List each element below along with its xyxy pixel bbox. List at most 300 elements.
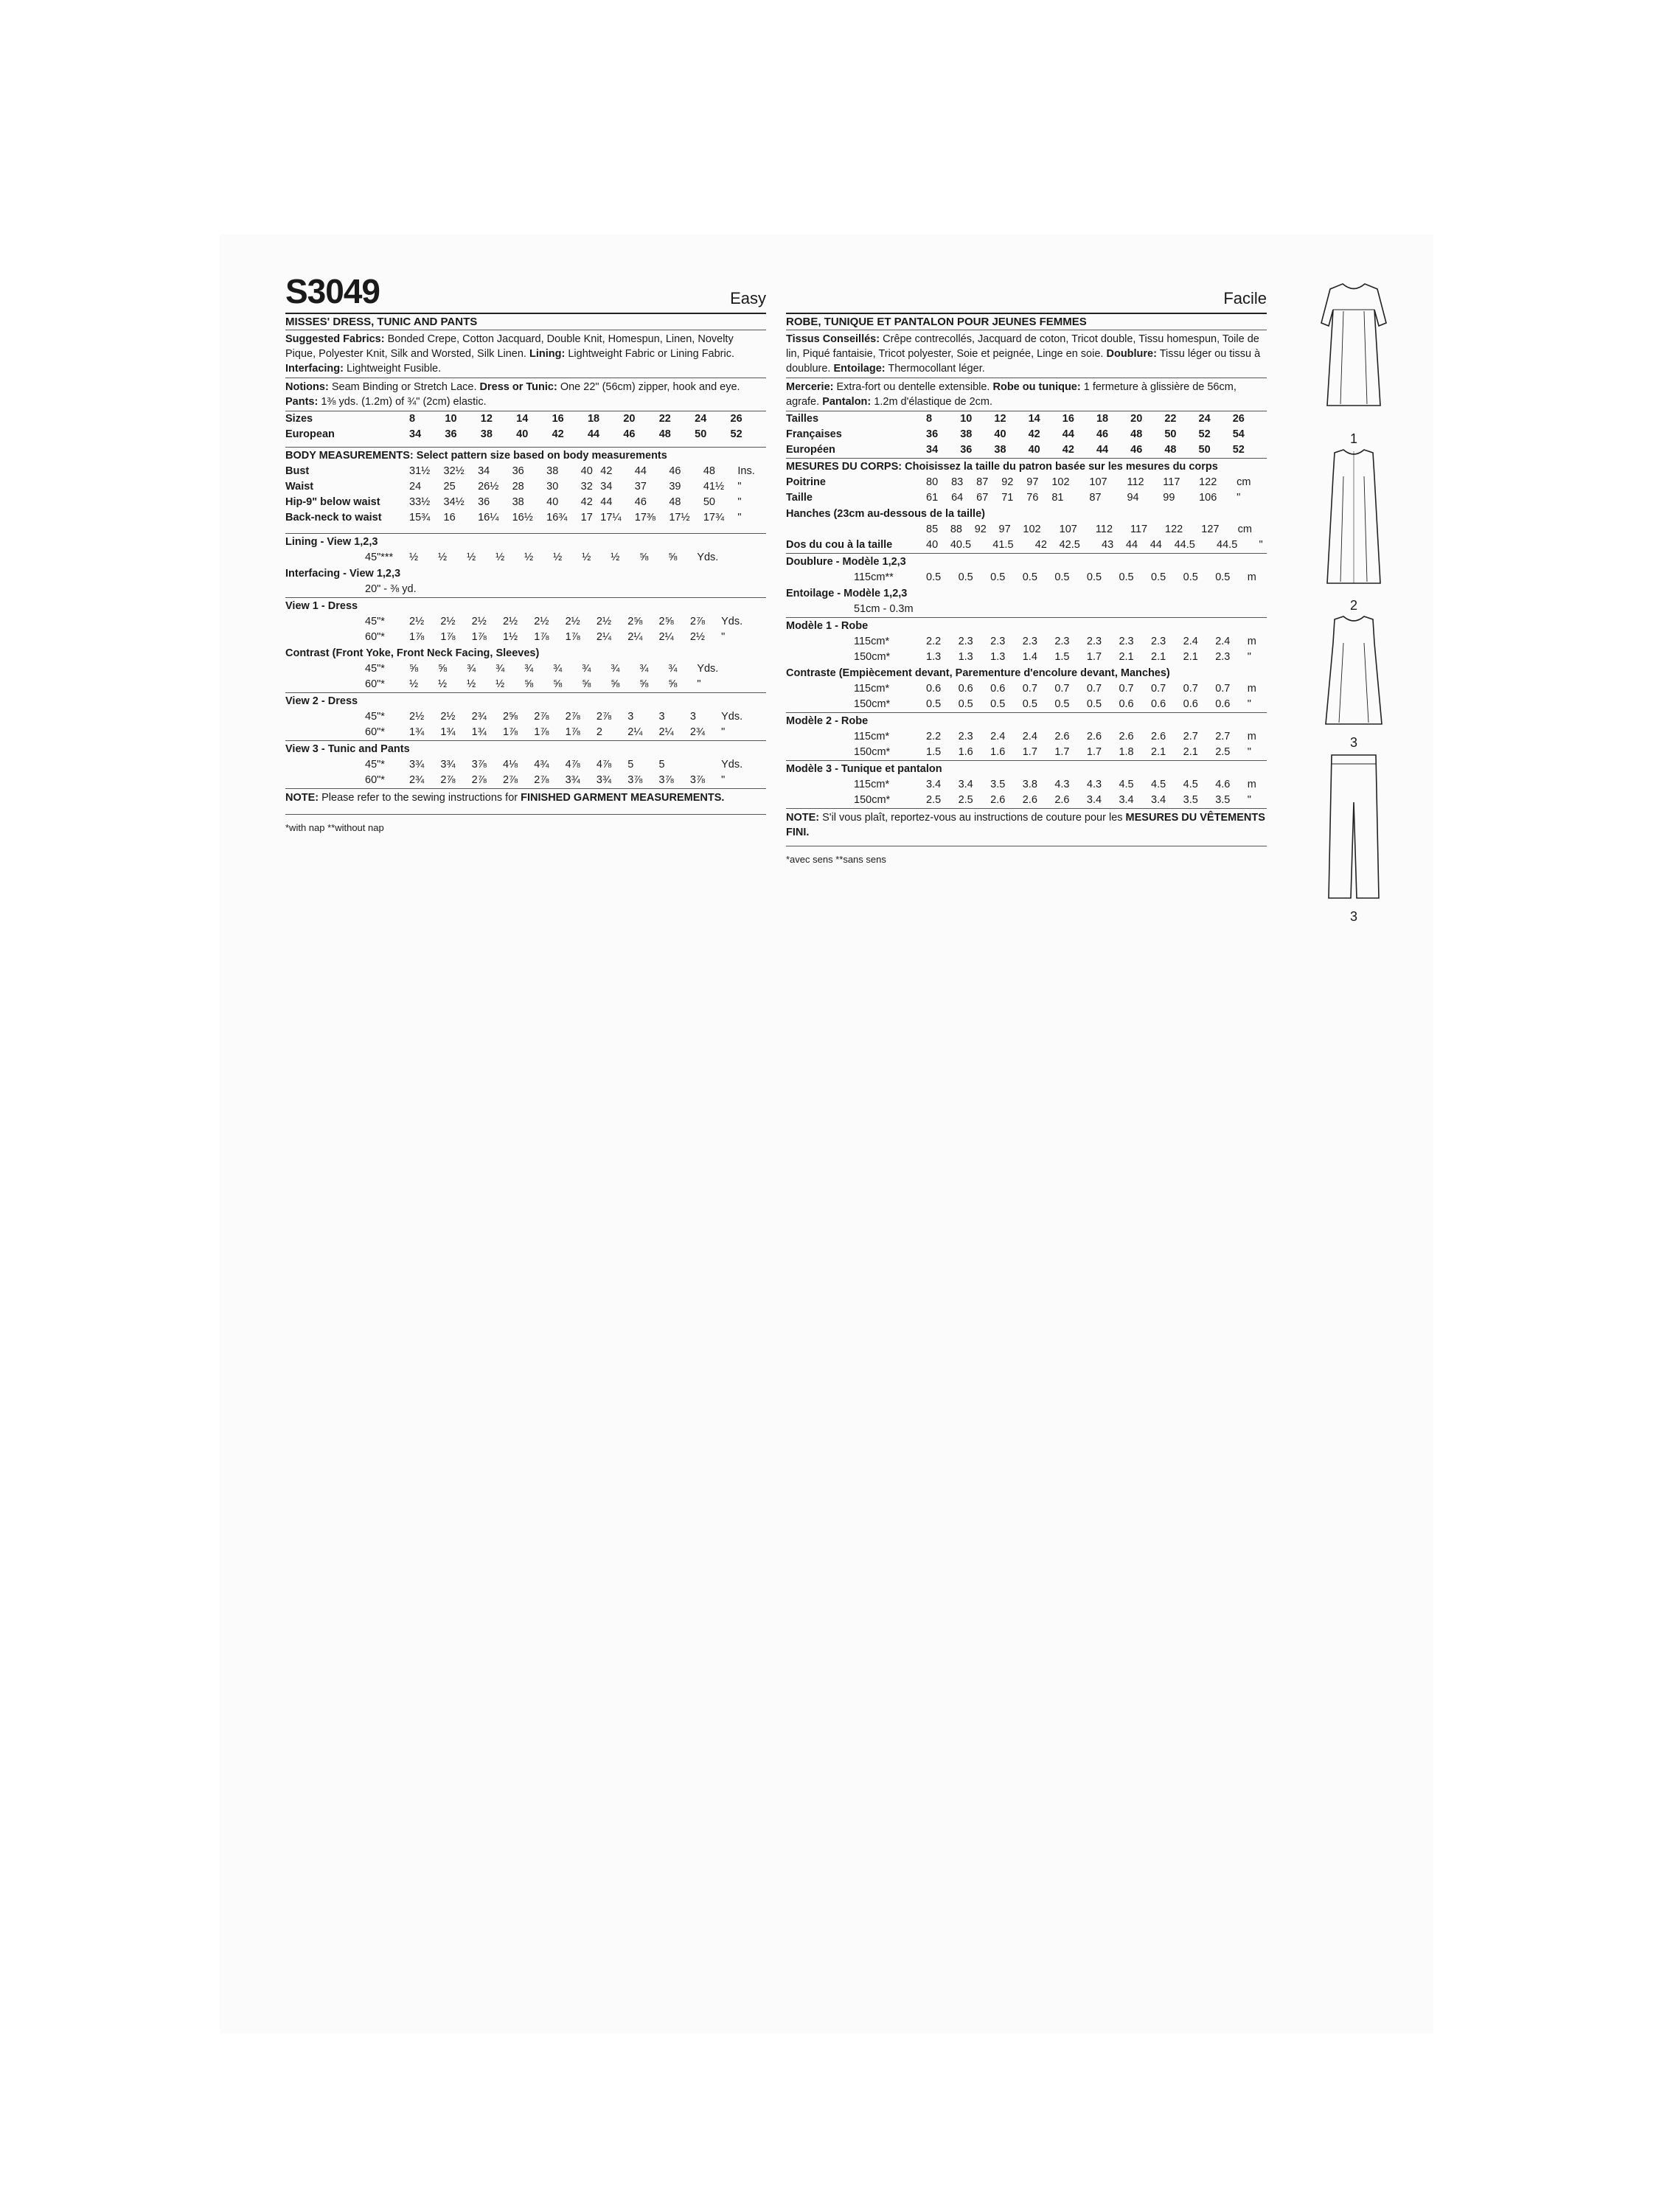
- cell-value: 15¾: [409, 512, 431, 524]
- yardage-row: [786, 777, 1267, 793]
- cell-value: 44: [600, 496, 613, 508]
- cell-value: 44: [634, 465, 647, 477]
- cell-value: 48: [669, 496, 681, 508]
- body-measurement-row: [786, 490, 1267, 506]
- hips-heading-fr: Hanches (23cm au-dessous de la taille): [786, 508, 985, 520]
- lining-heading: Lining - View 1,2,3: [285, 536, 378, 548]
- cell-value: 2.3: [958, 731, 973, 742]
- cell-value: 64: [951, 492, 964, 504]
- cell-value: ⅝: [524, 678, 534, 690]
- body-measurement-row: [285, 464, 766, 479]
- view3-heading: View 3 - Tunic and Pants: [285, 743, 410, 755]
- cell-value: 2.2: [926, 731, 942, 742]
- cell-value: 5: [658, 759, 665, 771]
- cell-value: ½: [467, 678, 476, 690]
- cell-unit: Yds.: [697, 663, 719, 675]
- yardage-row: [786, 729, 1267, 745]
- cell-value: 2.6: [1119, 731, 1134, 742]
- row-label: 150cm*: [854, 746, 891, 758]
- cell-value: 17⅜: [634, 512, 656, 524]
- view2-dress-sketch: [1310, 447, 1398, 594]
- cell-value: 127: [1201, 524, 1220, 535]
- yardage-row: [285, 614, 766, 630]
- cell-value: ½: [582, 552, 591, 563]
- row-label: 150cm*: [854, 698, 891, 710]
- view1-number: 1: [1349, 431, 1357, 446]
- cell-value: ½: [438, 678, 448, 690]
- cell-value: 2.1: [1183, 651, 1198, 663]
- cell-value: 18: [1096, 413, 1109, 425]
- cell-value: 76: [1026, 492, 1039, 504]
- row-label: 150cm*: [854, 651, 891, 663]
- cell-value: 87: [1089, 492, 1102, 504]
- cell-unit: ": [721, 631, 726, 643]
- cell-value: 42: [1034, 539, 1047, 551]
- cell-value: 2⅝: [627, 616, 643, 627]
- cell-value: 10: [960, 413, 973, 425]
- cell-value: 0.6: [958, 683, 973, 695]
- cell-value: 3.4: [958, 779, 973, 790]
- cell-unit: Ins.: [737, 465, 755, 477]
- cell-unit: m: [1247, 683, 1256, 695]
- cell-value: 2.6: [1054, 794, 1070, 806]
- cell-value: 24: [1198, 413, 1211, 425]
- cell-value: 1.4: [1022, 651, 1037, 663]
- cell-value: 3⅞: [689, 774, 705, 786]
- cell-value: 0.5: [1151, 571, 1166, 583]
- cell-value: ¾: [553, 663, 563, 675]
- cell-value: 0.7: [1022, 683, 1037, 695]
- cell-value: 2¼: [658, 726, 674, 738]
- nap-footnote: *with nap **without nap: [285, 822, 384, 833]
- cell-value: 34: [409, 428, 422, 440]
- cell-value: 16: [552, 413, 564, 425]
- cell-value: 41½: [703, 481, 725, 493]
- cell-value: 38: [546, 465, 559, 477]
- notions-info: Notions: Seam Binding or Stretch Lace. Dress or Tunic: One 22" (56cm) zipper, hook and eye. Pants: 1⅜ yds. (1.2m) of ¾" (2cm) elastic.: [285, 381, 740, 408]
- fabric-info: Suggested Fabrics: Bonded Crepe, Cotton Jacquard, Double Knit, Homespun, Linen, Novelty Pique, Polyester Knit, Silk and Worsted, Silk Linen. Lining: Lightweight Fabric or Lining Fabric. Interfacing: Lightweight Fusible.: [285, 333, 735, 375]
- body-measurements-table: [285, 464, 766, 526]
- cell-value: 24: [409, 481, 422, 493]
- cell-value: 2⅞: [565, 711, 580, 723]
- hips-row: [786, 522, 1267, 538]
- row-label: 45"***: [365, 552, 394, 563]
- row-label: Waist: [285, 481, 314, 493]
- cell-value: 1.5: [926, 746, 942, 758]
- row-label: Bust: [285, 465, 310, 477]
- yardage-row: [285, 677, 766, 692]
- cell-value: 34½: [443, 496, 465, 508]
- row-label: 45"*: [365, 616, 385, 627]
- cell-value: 4⅞: [596, 759, 612, 771]
- cell-value: 22: [658, 413, 671, 425]
- cell-value: 2½: [502, 616, 518, 627]
- cell-value: 46: [669, 465, 681, 477]
- cell-value: 3.4: [926, 779, 942, 790]
- cell-value: 1⅞: [565, 726, 580, 738]
- cell-unit: Yds.: [721, 711, 743, 723]
- cell-value: 44: [1125, 539, 1138, 551]
- cell-value: 2.7: [1183, 731, 1198, 742]
- cell-value: 2½: [596, 616, 612, 627]
- cell-value: 102: [1051, 476, 1070, 488]
- cell-value: 1.6: [958, 746, 973, 758]
- cell-value: 3.5: [1183, 794, 1198, 806]
- cell-value: 2¼: [658, 631, 674, 643]
- cell-unit: m: [1247, 731, 1256, 742]
- cell-value: 40: [926, 539, 939, 551]
- row-label: Européen: [786, 444, 835, 456]
- cell-value: 37: [634, 481, 647, 493]
- cell-value: ½: [524, 552, 534, 563]
- cell-value: 17¾: [703, 512, 725, 524]
- cell-value: 0.7: [1151, 683, 1166, 695]
- row-label: Sizes: [285, 413, 313, 425]
- french-column: [786, 274, 1267, 865]
- body-measurement-row: [786, 475, 1267, 490]
- cell-value: 42: [580, 496, 593, 508]
- row-label: 60"*: [365, 726, 385, 738]
- cell-value: 88: [950, 524, 962, 535]
- cell-value: 4.5: [1119, 779, 1134, 790]
- cell-value: 1.7: [1022, 746, 1037, 758]
- pattern-title-fr: ROBE, TUNIQUE ET PANTALON POUR JEUNES FEMMES: [786, 316, 1087, 328]
- cell-value: 44: [1096, 444, 1109, 456]
- cell-value: 50: [695, 428, 707, 440]
- cell-unit: ": [737, 512, 742, 524]
- cell-value: 106: [1199, 492, 1217, 504]
- cell-value: ¾: [668, 663, 678, 675]
- cell-value: 117: [1130, 524, 1148, 535]
- cell-value: 3.4: [1151, 794, 1166, 806]
- cell-value: 2½: [409, 711, 425, 723]
- cell-unit: ": [1247, 651, 1251, 663]
- cell-value: 25: [443, 481, 456, 493]
- finished-measurements-note: NOTE: Please refer to the sewing instructions for FINISHED GARMENT MEASUREMENTS.: [285, 792, 725, 804]
- cell-value: 99: [1163, 492, 1175, 504]
- row-label: 60"*: [365, 631, 385, 643]
- view3-heading-fr: Modèle 3 - Tunique et pantalon: [786, 763, 942, 775]
- cell-value: 31½: [409, 465, 431, 477]
- cell-value: ⅝: [553, 678, 563, 690]
- cell-value: 1.7: [1054, 746, 1070, 758]
- cell-value: 0.5: [1086, 698, 1102, 710]
- view3-pants-sketch: [1310, 751, 1398, 905]
- cell-value: 1⅞: [534, 726, 549, 738]
- cell-value: 2.4: [1022, 731, 1037, 742]
- yardage-row: [285, 550, 766, 566]
- row-label: 60"*: [365, 678, 385, 690]
- cell-value: 1.7: [1086, 651, 1102, 663]
- cell-value: 2.4: [990, 731, 1006, 742]
- view2-heading-fr: Modèle 2 - Robe: [786, 715, 869, 727]
- view1-heading-fr: Modèle 1 - Robe: [786, 620, 869, 632]
- cell-value: 1⅞: [409, 631, 425, 643]
- view3-yardage-table: [285, 757, 766, 788]
- cell-value: 0.5: [1022, 571, 1037, 583]
- european-sizes-row-fr: [786, 442, 1267, 458]
- cell-value: 34: [600, 481, 613, 493]
- cell-value: 0.5: [1183, 571, 1198, 583]
- cell-value: 2.6: [1086, 731, 1102, 742]
- yardage-row: [786, 793, 1267, 808]
- row-label: 45"*: [365, 663, 385, 675]
- cell-value: 0.5: [1215, 571, 1231, 583]
- cell-value: 40: [994, 428, 1006, 440]
- cell-value: 44: [587, 428, 600, 440]
- cell-value: 2½: [409, 616, 425, 627]
- cell-value: 122: [1165, 524, 1183, 535]
- cell-value: 2¼: [627, 726, 643, 738]
- cell-value: 1.3: [926, 651, 942, 663]
- cell-value: 80: [926, 476, 939, 488]
- cell-value: 8: [926, 413, 933, 425]
- cell-value: 17½: [669, 512, 690, 524]
- size-table-fr: [786, 411, 1267, 458]
- cell-value: 0.7: [1183, 683, 1198, 695]
- cell-value: 2.3: [1119, 636, 1134, 647]
- cell-value: 3⅞: [471, 759, 487, 771]
- cell-value: 2.7: [1215, 731, 1231, 742]
- cell-value: 46: [1130, 444, 1143, 456]
- cell-value: 94: [1127, 492, 1139, 504]
- cell-value: 122: [1199, 476, 1217, 488]
- cell-value: 48: [1130, 428, 1143, 440]
- cell-value: 48: [703, 465, 715, 477]
- cell-value: 36: [445, 428, 457, 440]
- cell-unit: cm: [1237, 476, 1251, 488]
- cell-value: 4.6: [1215, 779, 1231, 790]
- yardage-row: [786, 634, 1267, 650]
- cell-value: 36: [926, 428, 939, 440]
- cell-value: 42.5: [1059, 539, 1080, 551]
- cell-value: 41.5: [992, 539, 1014, 551]
- view3-yardage-table-fr: [786, 777, 1267, 808]
- cell-unit: ": [1247, 698, 1251, 710]
- back-neck-row: [786, 538, 1267, 553]
- contrast-yardage-table-fr: [786, 681, 1267, 712]
- contrast-heading: Contrast (Front Yoke, Front Neck Facing, Sleeves): [285, 647, 540, 659]
- cell-value: 17: [580, 512, 593, 524]
- cell-value: 2.1: [1151, 746, 1166, 758]
- cell-value: 3.4: [1086, 794, 1102, 806]
- cell-value: 83: [951, 476, 964, 488]
- cell-value: 2⅞: [534, 774, 549, 786]
- cell-value: 0.7: [1086, 683, 1102, 695]
- cell-value: ½: [438, 552, 448, 563]
- cell-value: 2⅞: [689, 616, 705, 627]
- cell-value: 2⅞: [471, 774, 487, 786]
- cell-value: 46: [623, 428, 636, 440]
- cell-value: 2.1: [1151, 651, 1166, 663]
- cell-value: 2.5: [1215, 746, 1231, 758]
- cell-value: 44.5: [1174, 539, 1195, 551]
- cell-value: 2.3: [990, 636, 1006, 647]
- cell-unit: m: [1247, 636, 1256, 647]
- view-sketches: [1310, 280, 1398, 925]
- cell-value: 0.6: [1215, 698, 1231, 710]
- cell-value: 26: [1232, 413, 1245, 425]
- row-label: Taille: [786, 492, 813, 504]
- cell-value: 14: [516, 413, 529, 425]
- view1-heading: View 1 - Dress: [285, 600, 358, 612]
- yardage-row: [786, 570, 1267, 585]
- yardage-row: [786, 745, 1267, 760]
- cell-value: 50: [1164, 428, 1177, 440]
- cell-value: 1¾: [471, 726, 487, 738]
- cell-value: 48: [658, 428, 671, 440]
- cell-value: ¾: [611, 663, 620, 675]
- cell-value: 0.5: [1119, 571, 1134, 583]
- cell-value: 1⅞: [502, 726, 518, 738]
- cell-value: 0.7: [1119, 683, 1134, 695]
- cell-value: 2½: [440, 711, 456, 723]
- yardage-row: [285, 709, 766, 725]
- cell-value: 43: [1102, 539, 1114, 551]
- cell-value: 92: [1001, 476, 1014, 488]
- cell-unit: Yds.: [721, 616, 743, 627]
- cell-unit: ": [1247, 794, 1251, 806]
- european-sizes-row: [285, 427, 766, 442]
- cell-value: 2¼: [627, 631, 643, 643]
- cell-value: 1.7: [1086, 746, 1102, 758]
- cell-value: 3⅞: [658, 774, 674, 786]
- cell-value: 0.5: [1054, 698, 1070, 710]
- cell-unit: ": [1237, 492, 1241, 504]
- difficulty-level: Easy: [730, 289, 766, 307]
- cell-value: 81: [1051, 492, 1064, 504]
- cell-value: 2: [596, 726, 602, 738]
- cell-unit: ": [737, 496, 742, 508]
- cell-unit: Yds.: [697, 552, 719, 563]
- cell-value: 0.5: [990, 571, 1006, 583]
- cell-value: 107: [1059, 524, 1077, 535]
- view3-tunic-sketch: [1310, 613, 1398, 731]
- cell-value: 61: [926, 492, 939, 504]
- cell-value: 2⅞: [502, 774, 518, 786]
- row-label: Poitrine: [786, 476, 826, 488]
- cell-unit: ": [1259, 539, 1263, 551]
- cell-value: 2⅝: [658, 616, 674, 627]
- cell-value: 16½: [512, 512, 533, 524]
- nap-footnote-fr: *avec sens **sans sens: [786, 854, 886, 865]
- view1-yardage-table-fr: [786, 634, 1267, 665]
- cell-value: ⅝: [668, 552, 678, 563]
- contrast-heading-fr: Contraste (Empiècement devant, Parementure d'encolure devant, Manches): [786, 667, 1170, 679]
- body-measurement-row: [285, 510, 766, 526]
- cell-value: 2.6: [990, 794, 1006, 806]
- view2-number: 2: [1349, 598, 1357, 613]
- cell-value: 24: [695, 413, 707, 425]
- cell-unit: ": [697, 678, 701, 690]
- cell-value: 38: [994, 444, 1006, 456]
- row-label: Back-neck to waist: [285, 512, 382, 524]
- cell-value: 1.5: [1054, 651, 1070, 663]
- row-label: Françaises: [786, 428, 842, 440]
- cell-value: 2.6: [1151, 731, 1166, 742]
- french-sizes-row: [786, 427, 1267, 442]
- cell-value: ½: [409, 678, 419, 690]
- cell-value: 67: [976, 492, 989, 504]
- cell-value: 87: [976, 476, 989, 488]
- cell-value: ¾: [524, 663, 534, 675]
- cell-value: 52: [1198, 428, 1211, 440]
- cell-value: 2.3: [1215, 651, 1231, 663]
- cell-value: 16¼: [478, 512, 499, 524]
- hips-table-fr: [786, 522, 1267, 538]
- cell-value: 28: [512, 481, 524, 493]
- interfacing-yardage: 20" - ⅜ yd.: [365, 583, 417, 595]
- view3-pants-number: 3: [1349, 909, 1357, 924]
- cell-value: 1⅞: [440, 631, 456, 643]
- cell-value: 102: [1023, 524, 1041, 535]
- cell-value: [690, 757, 721, 773]
- cell-value: ½: [467, 552, 476, 563]
- cell-value: 12: [994, 413, 1006, 425]
- cell-value: 0.5: [926, 571, 942, 583]
- contrast-yardage-table: [285, 661, 766, 692]
- cell-value: ¾: [639, 663, 649, 675]
- cell-value: 3.8: [1022, 779, 1037, 790]
- cell-value: 0.6: [926, 683, 942, 695]
- yardage-row: [786, 697, 1267, 712]
- cell-value: 38: [960, 428, 973, 440]
- cell-value: 50: [1198, 444, 1211, 456]
- cell-value: 36: [512, 465, 524, 477]
- cell-value: 2¾: [471, 711, 487, 723]
- cell-value: 3¾: [409, 759, 425, 771]
- cell-value: 3¾: [565, 774, 580, 786]
- pattern-title: MISSES' DRESS, TUNIC AND PANTS: [285, 316, 478, 328]
- cell-unit: m: [1247, 571, 1256, 583]
- cell-value: 42: [552, 428, 564, 440]
- cell-value: 3.5: [990, 779, 1006, 790]
- cell-value: ⅝: [438, 663, 448, 675]
- cell-value: ½: [553, 552, 563, 563]
- row-label: Hip-9" below waist: [285, 496, 380, 508]
- cell-value: 18: [587, 413, 600, 425]
- cell-value: 2.3: [1054, 636, 1070, 647]
- cell-value: 2.5: [926, 794, 942, 806]
- cell-value: 12: [480, 413, 493, 425]
- body-measurements-heading: BODY MEASUREMENTS: Select pattern size based on body measurements: [285, 450, 667, 462]
- cell-value: ¾: [495, 663, 505, 675]
- cell-value: 0.5: [1022, 698, 1037, 710]
- cell-value: 0.5: [958, 571, 973, 583]
- cell-value: 1.6: [990, 746, 1006, 758]
- row-label: 150cm*: [854, 794, 891, 806]
- row-label: 115cm*: [854, 731, 890, 742]
- cell-value: 34: [478, 465, 490, 477]
- cell-value: 1¾: [440, 726, 456, 738]
- size-table: [285, 411, 766, 442]
- cell-value: 3.4: [1119, 794, 1134, 806]
- cell-value: 2⅞: [440, 774, 456, 786]
- row-label: 45"*: [365, 711, 385, 723]
- cell-value: 52: [730, 428, 742, 440]
- cell-value: 26½: [478, 481, 499, 493]
- cell-value: 52: [1232, 444, 1245, 456]
- cell-value: ⅝: [409, 663, 419, 675]
- cell-value: 3¾: [440, 759, 456, 771]
- cell-value: 0.5: [1054, 571, 1070, 583]
- cell-value: 2.1: [1119, 651, 1134, 663]
- cell-value: 46: [1096, 428, 1109, 440]
- cell-value: 3: [689, 711, 696, 723]
- cell-value: 20: [623, 413, 636, 425]
- cell-value: 40: [516, 428, 529, 440]
- row-label: 45"*: [365, 759, 385, 771]
